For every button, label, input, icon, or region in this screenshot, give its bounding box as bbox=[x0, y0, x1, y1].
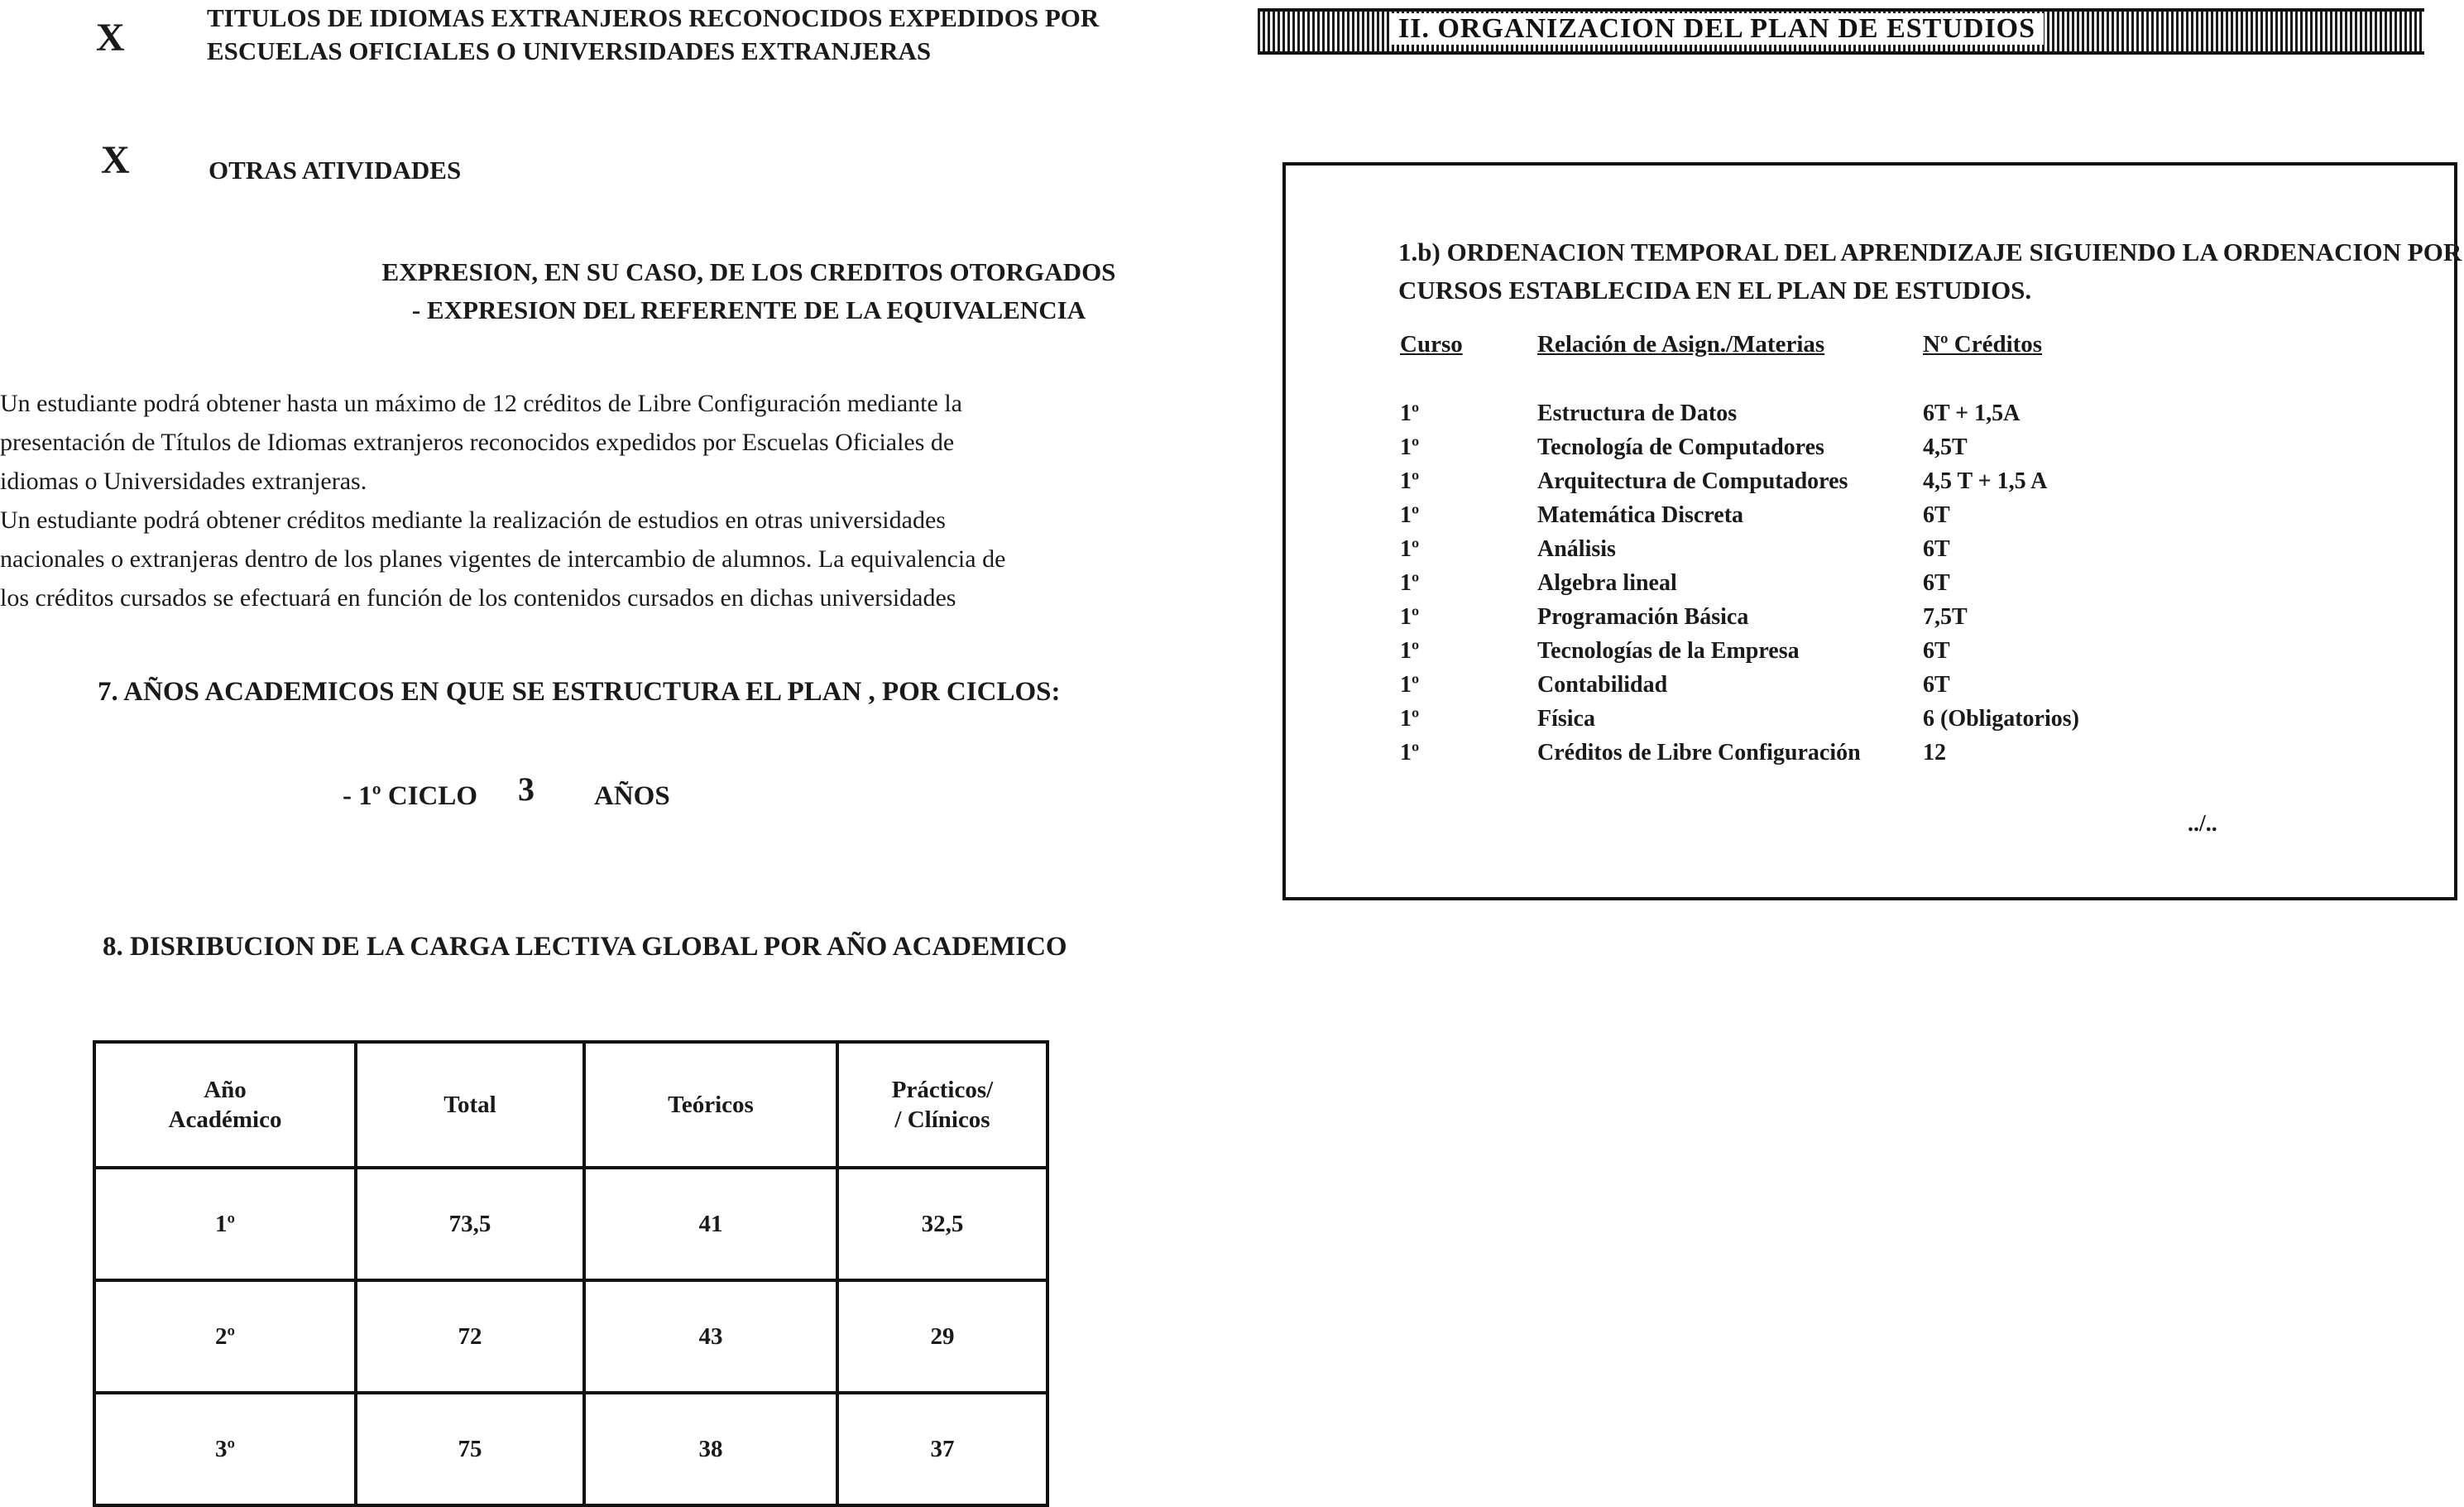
subject-creditos: 12 bbox=[1923, 740, 1946, 765]
subject-creditos: 4,5T bbox=[1923, 434, 1968, 460]
heading-titulos-idiomas-line1: TITULOS DE IDIOMAS EXTRANJEROS RECONOCIDOS EXPEDIDOS POR bbox=[207, 3, 1100, 32]
header-practicos: Prácticos/ / Clínicos bbox=[837, 1042, 1047, 1168]
subject-name: Programación Básica bbox=[1537, 604, 1749, 630]
subject-row bbox=[1286, 401, 2454, 434]
paragraph-line: nacionales o extranjeras dentro de los planes vigentes de intercambio de alumnos. La equivalencia de bbox=[0, 545, 1006, 573]
subject-name: Física bbox=[1537, 706, 1595, 732]
subject-creditos: 6 (Obligatorios) bbox=[1923, 706, 2079, 732]
header-total: Total bbox=[356, 1042, 584, 1168]
subject-name: Análisis bbox=[1537, 536, 1616, 562]
cell-total: 73,5 bbox=[356, 1168, 584, 1280]
heading-otras-atividades: OTRAS ATIVIDADES bbox=[209, 156, 462, 185]
paragraph-line: Un estudiante podrá obtener créditos mediante la realización de estudios en otras universidades bbox=[0, 506, 946, 534]
subject-curso: 1º bbox=[1400, 468, 1420, 494]
subject-row bbox=[1286, 570, 2454, 603]
subject-curso: 1º bbox=[1400, 434, 1420, 460]
credits-paragraph bbox=[0, 384, 1191, 617]
paragraph-line: idiomas o Universidades extranjeras. bbox=[0, 468, 367, 495]
box-title-line1: 1.b) ORDENACION TEMPORAL DEL APRENDIZAJE SIGUIENDO LA ORDENACION POR bbox=[1398, 238, 2462, 266]
subject-curso: 1º bbox=[1400, 672, 1420, 698]
paragraph-line: los créditos cursados se efectuará en función de los contenidos cursados en dichas universidades bbox=[0, 584, 956, 612]
subject-row bbox=[1286, 502, 2454, 535]
ciclo-unit: AÑOS bbox=[594, 781, 670, 811]
subject-curso: 1º bbox=[1400, 401, 1420, 426]
table-row bbox=[94, 1393, 1047, 1505]
subject-curso: 1º bbox=[1400, 502, 1420, 528]
subject-creditos: 6T bbox=[1923, 570, 1950, 596]
section-banner bbox=[1258, 8, 2424, 55]
paragraph-line: Un estudiante podrá obtener hasta un máximo de 12 créditos de Libre Configuración mediante la bbox=[0, 390, 962, 417]
cell-total: 72 bbox=[356, 1280, 584, 1393]
cell-practicos: 37 bbox=[837, 1393, 1047, 1505]
cell-total: 75 bbox=[356, 1393, 584, 1505]
subject-name: Créditos de Libre Configuración bbox=[1537, 740, 1861, 765]
subject-curso: 1º bbox=[1400, 570, 1420, 596]
subject-row bbox=[1286, 638, 2454, 671]
subject-creditos: 6T bbox=[1923, 502, 1950, 528]
subject-curso: 1º bbox=[1400, 604, 1420, 630]
subject-name: Matemática Discreta bbox=[1537, 502, 1744, 528]
checkbox-mark-otras: X bbox=[101, 138, 130, 182]
subject-curso: 1º bbox=[1400, 638, 1420, 664]
cell-practicos: 32,5 bbox=[837, 1168, 1047, 1280]
subject-name: Contabilidad bbox=[1537, 672, 1668, 698]
col-header-asignaturas: Relación de Asign./Materias bbox=[1537, 331, 1825, 358]
cell-year: 2º bbox=[94, 1280, 356, 1393]
cell-year: 1º bbox=[94, 1168, 356, 1280]
subject-name: Algebra lineal bbox=[1537, 570, 1677, 596]
subject-row bbox=[1286, 706, 2454, 739]
paragraph-line: presentación de Títulos de Idiomas extranjeros reconocidos expedidos por Escuelas Oficiales de bbox=[0, 429, 955, 456]
cell-teoricos: 38 bbox=[584, 1393, 837, 1505]
subject-row bbox=[1286, 604, 2454, 637]
header-teoricos: Teóricos bbox=[584, 1042, 837, 1168]
subject-curso: 1º bbox=[1400, 536, 1420, 562]
heading-titulos-idiomas bbox=[207, 2, 1099, 68]
cell-year: 3º bbox=[94, 1393, 356, 1505]
header-ano-academico: Año Académico bbox=[94, 1042, 356, 1168]
subject-name: Estructura de Datos bbox=[1537, 401, 1738, 426]
ordenacion-box bbox=[1282, 162, 2462, 900]
continuation-mark: ../.. bbox=[2188, 811, 2217, 837]
heading-titulos-idiomas-line2: ESCUELAS OFICIALES O UNIVERSIDADES EXTRANJERAS bbox=[207, 36, 932, 65]
subject-row bbox=[1286, 672, 2454, 705]
subject-row bbox=[1286, 434, 2454, 468]
subject-creditos: 6T + 1,5A bbox=[1923, 401, 2021, 426]
cell-teoricos: 43 bbox=[584, 1280, 837, 1393]
section-8-heading: 8. DISRIBUCION DE LA CARGA LECTIVA GLOBAL POR AÑO ACADEMICO bbox=[103, 932, 1067, 962]
box-title-line2: CURSOS ESTABLECIDA EN EL PLAN DE ESTUDIOS. bbox=[1398, 276, 2032, 305]
subject-creditos: 7,5T bbox=[1923, 604, 1968, 630]
checkbox-mark-idiomas: X bbox=[96, 16, 125, 60]
subject-name: Tecnología de Computadores bbox=[1537, 434, 1824, 460]
expression-block bbox=[314, 253, 1183, 329]
table-row bbox=[94, 1168, 1047, 1280]
subject-creditos: 6T bbox=[1923, 638, 1950, 664]
banner-title: II. ORGANIZACION DEL PLAN DE ESTUDIOS bbox=[1390, 13, 2044, 45]
subject-creditos: 4,5 T + 1,5 A bbox=[1923, 468, 2048, 494]
table-header-row bbox=[94, 1042, 1047, 1168]
expression-line2: - EXPRESION DEL REFERENTE DE LA EQUIVALENCIA bbox=[411, 295, 1086, 324]
subject-curso: 1º bbox=[1400, 706, 1420, 732]
subject-creditos: 6T bbox=[1923, 536, 1950, 562]
subject-name: Arquitectura de Computadores bbox=[1537, 468, 1848, 494]
expression-line1: EXPRESION, EN SU CASO, DE LOS CREDITOS OTORGADOS bbox=[381, 257, 1116, 286]
subject-name: Tecnologías de la Empresa bbox=[1537, 638, 1800, 664]
col-header-curso: Curso bbox=[1400, 331, 1463, 358]
box-title bbox=[1398, 233, 2462, 310]
subject-curso: 1º bbox=[1400, 740, 1420, 765]
subject-creditos: 6T bbox=[1923, 672, 1950, 698]
section-7-heading: 7. AÑOS ACADEMICOS EN QUE SE ESTRUCTURA EL PLAN , POR CICLOS: bbox=[98, 677, 1061, 707]
cell-teoricos: 41 bbox=[584, 1168, 837, 1280]
col-header-creditos: Nº Créditos bbox=[1923, 331, 2043, 358]
carga-lectiva-table bbox=[93, 1040, 1049, 1507]
subject-row bbox=[1286, 536, 2454, 569]
table-row bbox=[94, 1280, 1047, 1393]
subject-row bbox=[1286, 468, 2454, 502]
cell-practicos: 29 bbox=[837, 1280, 1047, 1393]
ciclo-value: 3 bbox=[518, 770, 535, 808]
ciclo-label: - 1º CICLO bbox=[343, 781, 478, 811]
subject-row bbox=[1286, 740, 2454, 773]
